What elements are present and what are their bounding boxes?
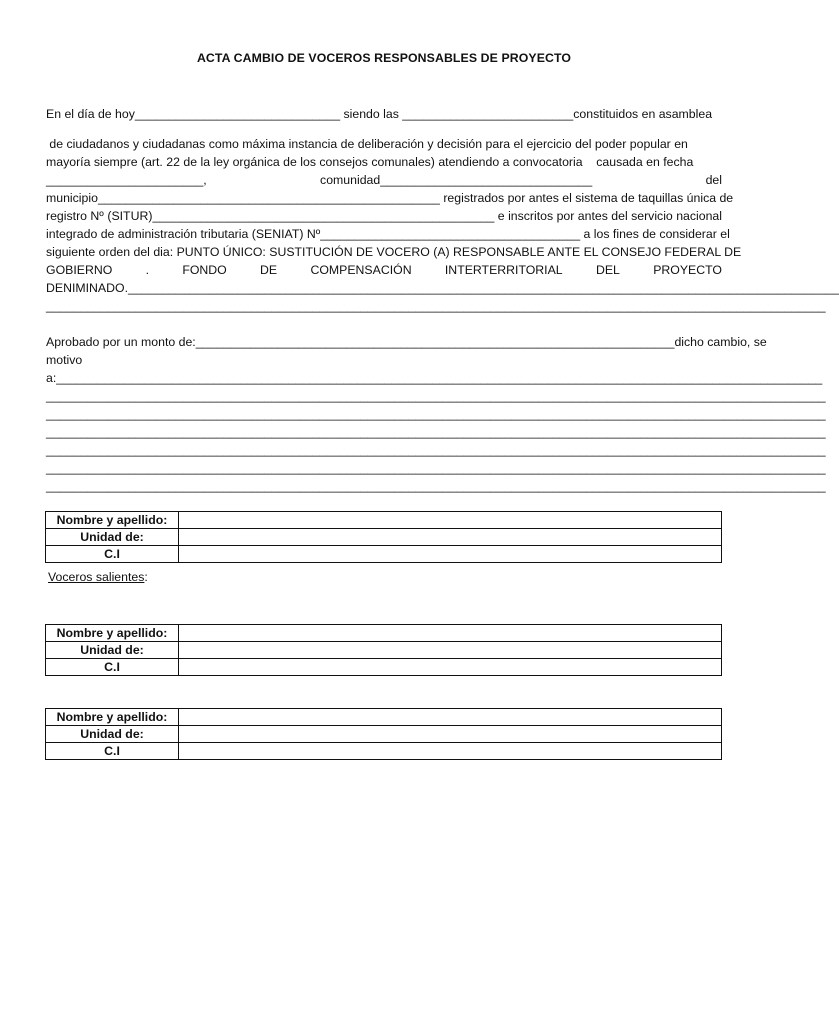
- text: integrado de administración tributaria (SENIAT) Nº: [46, 227, 321, 241]
- blank-line[interactable]: __________________________________________________________________________________________________________________: [46, 299, 826, 313]
- text: comunidad: [320, 173, 381, 187]
- text: Aprobado por un monto de:: [46, 335, 196, 349]
- time-blank[interactable]: _________________________: [402, 107, 574, 121]
- table-row: [46, 709, 722, 726]
- text: constituidos en asamblea: [573, 107, 713, 121]
- unit-field[interactable]: [179, 726, 722, 743]
- text: .: [145, 263, 150, 277]
- motivo-line[interactable]: __________________________________________________________________________________________________________________: [46, 425, 826, 439]
- motivo-line[interactable]: __________________________________________________________________________________________________________________: [46, 389, 826, 403]
- text: dicho cambio, se: [674, 335, 767, 349]
- row-label: Unidad de:: [46, 726, 179, 743]
- text: a los fines de considerar el: [580, 227, 730, 241]
- row-label: Unidad de:: [46, 642, 179, 659]
- p2-line-2: [46, 351, 722, 369]
- motivo-line[interactable]: __________________________________________________________________________________________________________________: [46, 443, 826, 457]
- municipio-blank[interactable]: __________________________________________________: [97, 191, 440, 205]
- row-label: Nombre y apellido:: [46, 625, 179, 642]
- motivo-blank[interactable]: ________________________________________________________________________________________________________________: [56, 371, 823, 385]
- ci-field[interactable]: [179, 659, 722, 676]
- text: siguiente orden del dia: PUNTO ÚNICO: SUSTITUCIÓN DE VOCERO (A) RESPONSABLE ANTE EL CONSEJO FEDERAL DE: [46, 245, 742, 259]
- row-label: C.I: [46, 743, 179, 760]
- p2-line-1: [46, 333, 767, 351]
- p1-line-2: [46, 135, 722, 153]
- text: e inscritos por antes del servicio nacional: [494, 209, 722, 223]
- unit-field[interactable]: [179, 529, 722, 546]
- p1-line-4: [46, 171, 722, 189]
- vocero-table-3: [45, 708, 722, 760]
- name-field[interactable]: [179, 625, 722, 642]
- motivo-line[interactable]: __________________________________________________________________________________________________________________: [46, 461, 826, 475]
- row-label: C.I: [46, 546, 179, 563]
- p1-line-8: [46, 243, 742, 261]
- table-row: [46, 546, 722, 563]
- name-field[interactable]: [179, 709, 722, 726]
- p1-line-3: [46, 153, 722, 171]
- unit-field[interactable]: [179, 642, 722, 659]
- text: FONDO: [182, 263, 227, 277]
- p1-line-7: [46, 225, 730, 243]
- p1-line-1: [46, 105, 722, 123]
- date-blank[interactable]: ______________________________: [134, 107, 341, 121]
- table-row: [46, 642, 722, 659]
- p2-line-3: [46, 369, 823, 387]
- text: GOBIERNO: [46, 263, 113, 277]
- table-row: [46, 529, 722, 546]
- name-field[interactable]: [179, 512, 722, 529]
- section-label: Voceros salientes: [48, 570, 145, 584]
- ci-field[interactable]: [179, 546, 722, 563]
- table-row: [46, 625, 722, 642]
- row-label: C.I: [46, 659, 179, 676]
- situr-blank[interactable]: __________________________________________________: [152, 209, 495, 223]
- motivo-line[interactable]: __________________________________________________________________________________________________________________: [46, 479, 826, 493]
- text: PROYECTO: [653, 263, 722, 277]
- text: municipio: [46, 191, 98, 205]
- seniat-blank[interactable]: ______________________________________: [320, 227, 581, 241]
- text: registro Nº: [46, 209, 104, 223]
- text: En el día de hoy: [46, 107, 135, 121]
- section-heading-voceros-salientes: [48, 568, 148, 586]
- text: INTERTERRITORIAL: [444, 263, 563, 277]
- row-label: Unidad de:: [46, 529, 179, 546]
- p1-line-5: [46, 189, 734, 207]
- ci-field[interactable]: [179, 743, 722, 760]
- comunidad-blank[interactable]: _______________________________: [380, 173, 593, 187]
- text: (SITUR): [107, 209, 153, 223]
- p1-line-10: [46, 279, 839, 297]
- text: motivo: [46, 353, 83, 367]
- row-label: Nombre y apellido:: [46, 709, 179, 726]
- text: COMPENSACIÓN: [310, 263, 412, 277]
- text: a:: [46, 371, 57, 385]
- text: de ciudadanos y ciudadanas como máxima instancia de deliberación y decisión para el ejercicio del poder popular en: [46, 137, 688, 151]
- p1-line-6: [46, 207, 722, 225]
- fecha-blank[interactable]: _______________________,: [46, 173, 207, 187]
- motivo-line[interactable]: __________________________________________________________________________________________________________________: [46, 407, 826, 421]
- document-title: ACTA CAMBIO DE VOCEROS RESPONSABLES DE PROYECTO: [196, 51, 572, 65]
- text: siendo las: [340, 107, 403, 121]
- p1-line-9: [46, 261, 722, 279]
- text: mayoría siempre (art. 22 de la ley orgánica de los consejos comunales) atendiendo a convocatoria causada en fecha: [46, 155, 694, 169]
- table-row: [46, 743, 722, 760]
- p1-line-11[interactable]: [46, 297, 826, 315]
- text: DE: [260, 263, 278, 277]
- text: DENIMINADO.: [46, 281, 128, 295]
- monto-blank[interactable]: ______________________________________________________________________: [195, 335, 675, 349]
- text: del: [705, 173, 722, 187]
- vocero-table-2: [45, 624, 722, 676]
- row-label: Nombre y apellido:: [46, 512, 179, 529]
- section-colon: :: [144, 570, 148, 584]
- text: registrados por antes el sistema de taquillas única de: [439, 191, 734, 205]
- vocero-table-1: [45, 511, 722, 563]
- table-row: [46, 659, 722, 676]
- proyecto-blank[interactable]: ________________________________________________________________________________________________________: [127, 281, 839, 295]
- table-row: [46, 512, 722, 529]
- text: DEL: [595, 263, 620, 277]
- table-row: [46, 726, 722, 743]
